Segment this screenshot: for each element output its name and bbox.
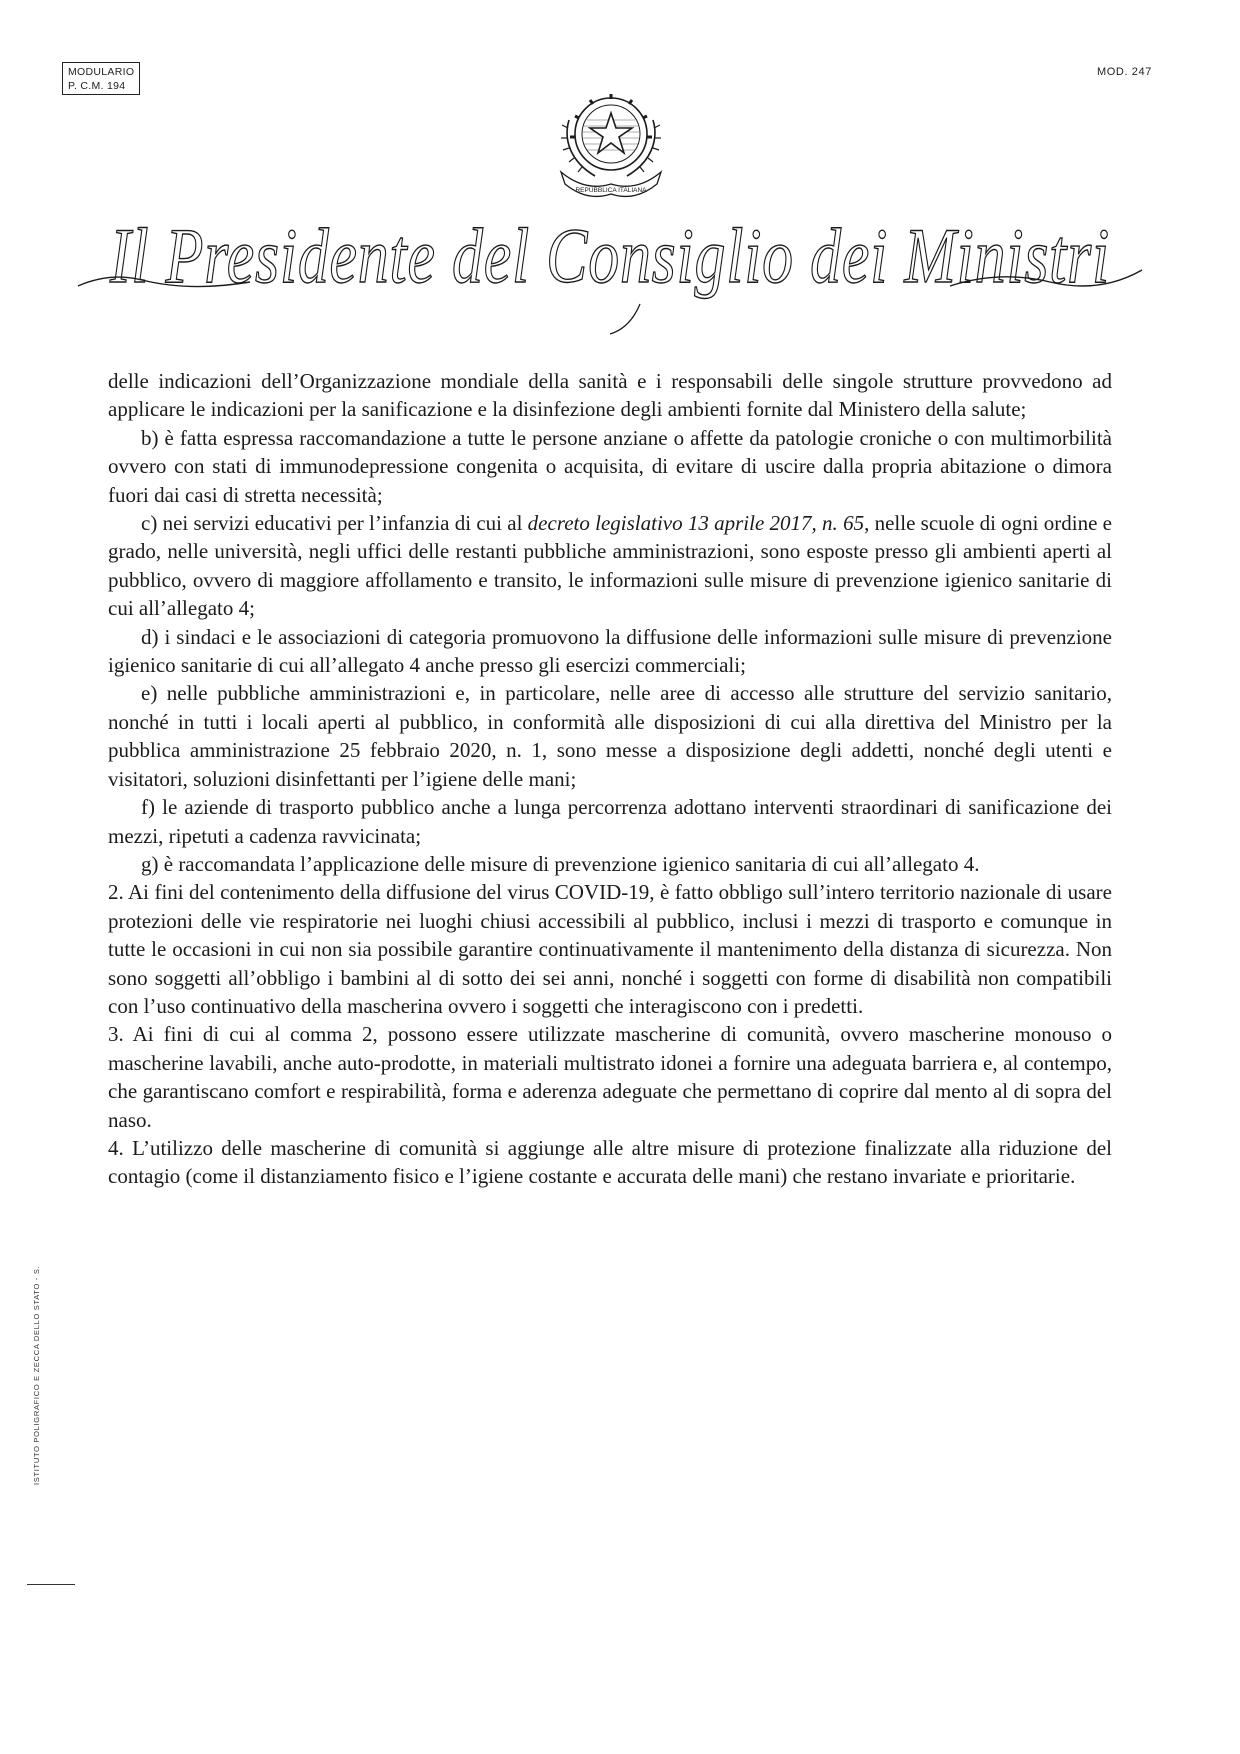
paragraph-g: g) è raccomandata l’applicazione delle misure di prevenzione igienico sanitaria di cui all’allegato 4.: [141, 851, 980, 876]
printer-imprint: ISTITUTO POLIGRAFICO E ZECCA DELLO STATO - S.: [32, 1265, 41, 1485]
paragraph-c: c) nei servizi educativi per l’infanzia di cui al decreto legislativo 13 aprile 2017, n. 65, nelle scuole di ogni ordine e grado, nelle università, negli uffici delle restanti pubbliche amministrazioni, sono esposte presso gli ambienti aperti al pubblico, ovvero di maggiore affollamento e transito, le informazioni sulle misure di prevenzione igienico sanitarie di cui all’allegato 4;: [108, 511, 1112, 621]
modulario-label: MODULARIO: [68, 66, 135, 78]
emblem-ribbon-text: REPUBBLICA ITALIANA: [575, 187, 647, 194]
page-heading: [70, 200, 1150, 340]
mod-code: MOD. 247: [1097, 66, 1152, 78]
paragraph-f: f) le aziende di trasporto pubblico anche a lunga percorrenza adottano interventi straordinari di sanificazione dei mezzi, ripetuti a cadenza ravvicinata;: [108, 795, 1112, 848]
document-body: [108, 367, 1112, 1191]
modulario-box: [62, 62, 140, 95]
modulario-code: P. C.M. 194: [68, 80, 126, 92]
paragraph-3: 3. Ai fini di cui al comma 2, possono essere utilizzate mascherine di comunità, ovvero mascherine monouso o mascherine lavabili, anche auto-prodotte, in materiali multistrato idonei a fornire una adeguata barriera e, al contempo, che garantiscano comfort e respirabilità, forma e aderenza adeguate che permettano di coprire dal mento al di sopra del naso.: [108, 1022, 1112, 1132]
heading-text: Il Presidente del Consiglio dei Ministri: [109, 212, 1110, 299]
margin-rule: [27, 1584, 75, 1585]
emblem-of-italy-icon: [555, 80, 667, 204]
paragraph-b: b) è fatta espressa raccomandazione a tutte le persone anziane o affette da patologie croniche o con multimorbilità ovvero con stati di immunodepressione congenita o acquisita, di evitare di uscire dalla propria abitazione o dimora fuori dai casi di stretta necessità;: [108, 425, 1112, 507]
paragraph-e: e) nelle pubbliche amministrazioni e, in particolare, nelle aree di accesso alle strutture del servizio sanitario, nonché in tutti i locali aperti al pubblico, in conformità alle disposizioni di cui alla direttiva del Ministro per la pubblica amministrazione 25 febbraio 2020, n. 1, sono messe a disposizione degli addetti, nonché degli utenti e visitatori, soluzioni disinfettanti per l’igiene delle mani;: [108, 681, 1112, 791]
paragraph-2: 2. Ai fini del contenimento della diffusione del virus COVID-19, è fatto obbligo sull’intero territorio nazionale di usare protezioni delle vie respiratorie nei luoghi chiusi accessibili al pubblico, inclusi i mezzi di trasporto e comunque in tutte le occasioni in cui non sia possibile garantire continuativamente il mantenimento della distanza di sicurezza. Non sono soggetti all’obbligo i bambini al di sotto dei sei anni, nonché i soggetti con forme di disabilità non compatibili con l’uso continuativo della mascherina ovvero i soggetti che interagiscono con i predetti.: [108, 880, 1112, 1018]
paragraph-4: 4. L’utilizzo delle mascherine di comunità si aggiunge alle altre misure di protezione finalizzate alla riduzione del contagio (come il distanziamento fisico e l’igiene costante e accurata delle mani) che restano invariate e prioritarie.: [108, 1135, 1112, 1189]
paragraph-intro: delle indicazioni dell’Organizzazione mondiale della sanità e i responsabili delle singole strutture provvedono ad applicare le indicazioni per la sanificazione e la disinfezione degli ambienti fornite dal Ministero della salute;: [108, 369, 1112, 422]
paragraph-d: d) i sindaci e le associazioni di categoria promuovono la diffusione delle informazioni sulle misure di prevenzione igienico sanitarie di cui all’allegato 4 anche presso gli esercizi commerciali;: [108, 624, 1112, 678]
